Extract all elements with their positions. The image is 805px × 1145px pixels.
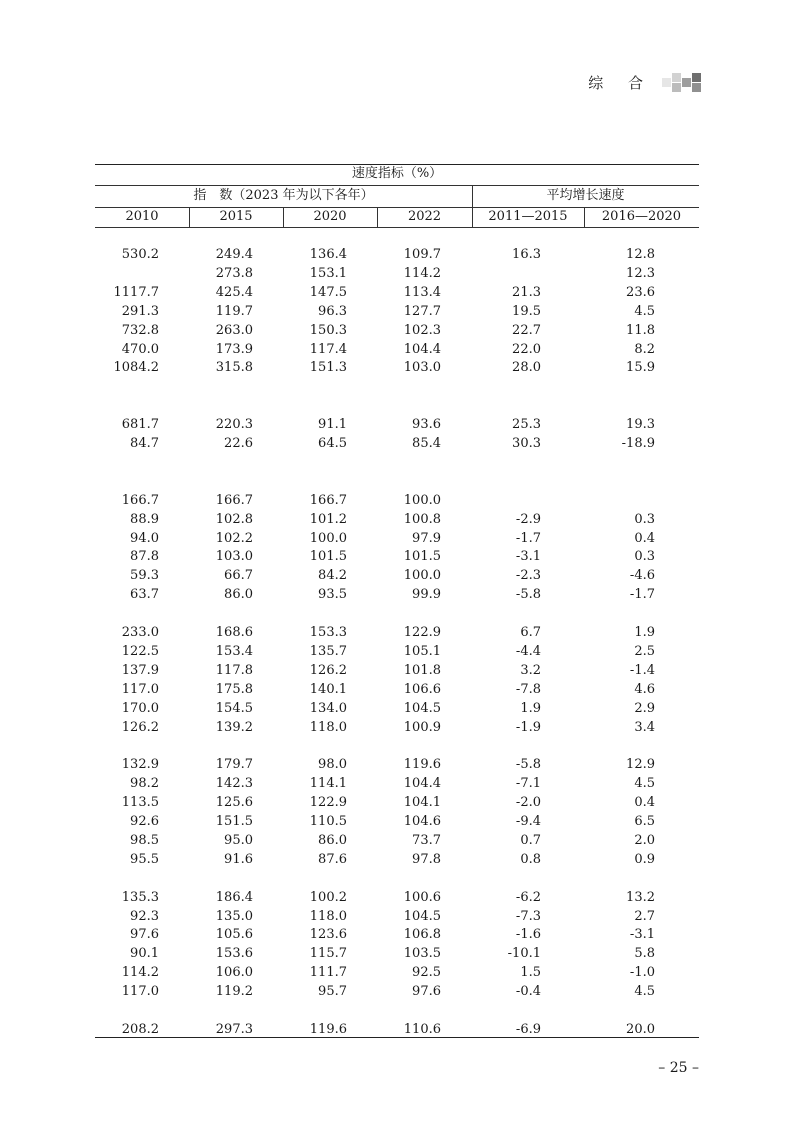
table-cell: 135.0 xyxy=(215,908,253,924)
table-cell: 4.5 xyxy=(634,984,655,1000)
table-cell: 137.9 xyxy=(121,662,159,678)
table-cell: 114.1 xyxy=(309,776,347,792)
table-cell: 86.0 xyxy=(318,832,347,848)
table-cell: -5.8 xyxy=(515,757,541,773)
table-cell: 92.6 xyxy=(130,814,159,829)
table-cell: 1117.7 xyxy=(113,284,159,300)
table-cell: -6.2 xyxy=(515,889,541,905)
table-cell: 166.7 xyxy=(215,492,253,508)
table-cell: 127.7 xyxy=(403,303,441,319)
table-cell: 88.9 xyxy=(130,511,159,527)
table-row xyxy=(95,700,699,718)
table-cell: 117.8 xyxy=(215,662,253,678)
table-cell: 23.6 xyxy=(626,284,655,300)
table-cell: 135.3 xyxy=(121,889,159,905)
table-cell: 117.4 xyxy=(309,341,347,357)
table-cell: 105.6 xyxy=(215,927,253,943)
table-row xyxy=(95,341,699,359)
table-row xyxy=(95,511,699,529)
table-row xyxy=(95,908,699,926)
column-divider xyxy=(584,207,585,227)
table-cell: -4.6 xyxy=(629,568,655,584)
table-cell: 2.9 xyxy=(634,700,655,716)
table-cell: 93.6 xyxy=(412,417,441,433)
table-cell: 98.5 xyxy=(130,832,159,848)
table-cell: 22.0 xyxy=(512,341,541,357)
table-cell: -2.0 xyxy=(515,795,541,811)
table-row xyxy=(95,983,699,1001)
table-cell: 91.1 xyxy=(318,417,347,433)
table-cell: 126.2 xyxy=(309,662,347,678)
table-cell: 113.4 xyxy=(403,284,441,300)
table-cell: -2.3 xyxy=(515,568,541,584)
table-cell: 8.2 xyxy=(634,341,655,357)
table-row xyxy=(95,548,699,566)
table-cell: 135.7 xyxy=(309,643,347,659)
table-cell: 110.6 xyxy=(403,1022,441,1037)
table-cell: 98.0 xyxy=(318,757,347,773)
table-cell: 140.1 xyxy=(309,681,347,697)
table-cell: 102.3 xyxy=(403,322,441,338)
table-cell: 208.2 xyxy=(121,1022,159,1037)
table-cell: 113.5 xyxy=(121,795,159,811)
table-row xyxy=(95,435,699,453)
table-cell: 4.5 xyxy=(634,776,655,792)
table-cell: 11.8 xyxy=(626,322,655,338)
table-cell: -1.4 xyxy=(629,662,655,678)
table-cell: 5.8 xyxy=(634,946,655,962)
column-divider xyxy=(377,207,378,227)
table-row xyxy=(95,719,699,737)
table-cell: 109.7 xyxy=(403,247,441,262)
table-cell: 95.7 xyxy=(318,984,347,1000)
table-cell: 0.8 xyxy=(520,851,541,867)
table-cell: 19.3 xyxy=(626,417,655,433)
col-header-2016-2020: 2016—2020 xyxy=(601,209,682,224)
table-cell: 106.0 xyxy=(215,965,253,981)
table-row xyxy=(95,775,699,793)
table-row xyxy=(95,624,699,642)
table-row xyxy=(95,322,699,340)
table-cell: 297.3 xyxy=(215,1022,253,1037)
table-cell: 15.9 xyxy=(626,360,655,376)
table-cell: 97.6 xyxy=(412,984,441,1000)
table-cell: 13.2 xyxy=(626,889,655,905)
table-cell: 3.2 xyxy=(520,662,541,678)
table-cell: 87.6 xyxy=(318,851,347,867)
table-cell: 106.8 xyxy=(403,927,441,943)
table-row xyxy=(95,359,699,377)
table-row xyxy=(95,926,699,944)
page-number: – 25 – xyxy=(658,1060,699,1076)
table-cell: 1.9 xyxy=(520,700,541,716)
table-cell: 132.9 xyxy=(121,757,159,773)
index-group-label: 指 数（2023 年为以下各年） xyxy=(193,188,374,203)
table-title: 速度指标（%） xyxy=(351,166,443,181)
table-cell: 100.8 xyxy=(403,511,441,527)
table-cell: 0.4 xyxy=(634,530,655,546)
table-cell: 100.6 xyxy=(403,889,441,905)
table-cell: 73.7 xyxy=(412,832,441,848)
table-cell: 30.3 xyxy=(512,436,541,451)
table-row xyxy=(95,492,699,510)
table-cell: 122.9 xyxy=(403,625,441,640)
table-cell: 100.0 xyxy=(403,568,441,584)
table-row xyxy=(95,945,699,963)
table-row xyxy=(95,246,699,264)
table-row xyxy=(95,756,699,774)
table-cell: -7.3 xyxy=(515,908,541,924)
table-cell: -3.1 xyxy=(515,549,541,565)
table-cell: 151.3 xyxy=(309,360,347,376)
table-row xyxy=(95,416,699,434)
table-cell: 425.4 xyxy=(215,284,253,300)
table-cell: 263.0 xyxy=(215,322,253,338)
table-cell: 92.3 xyxy=(130,908,159,924)
table-cell: 119.6 xyxy=(403,757,441,773)
table-cell: 173.9 xyxy=(215,341,253,357)
table-cell: 104.1 xyxy=(403,795,441,811)
table-cell: 94.0 xyxy=(130,530,159,546)
table-cell: -7.1 xyxy=(515,776,541,792)
table-cell: 0.3 xyxy=(634,511,655,527)
table-cell: 166.7 xyxy=(309,492,347,508)
table-cell: 0.3 xyxy=(634,549,655,565)
table-cell: -1.0 xyxy=(629,965,655,981)
table-cell: 153.6 xyxy=(215,946,253,962)
table-row xyxy=(95,851,699,869)
table-cell: 85.4 xyxy=(412,436,441,451)
table-cell: 12.9 xyxy=(626,757,655,773)
table-cell: 97.8 xyxy=(412,851,441,867)
column-divider xyxy=(472,185,473,227)
table-row xyxy=(95,813,699,831)
table-cell: 315.8 xyxy=(215,360,253,376)
table-cell: 97.6 xyxy=(130,927,159,943)
table-cell: 22.7 xyxy=(512,322,541,338)
table-cell: 2.7 xyxy=(634,908,655,924)
table-cell: 87.8 xyxy=(130,549,159,565)
table-cell: 1.5 xyxy=(520,965,541,981)
table-cell: 21.3 xyxy=(512,284,541,300)
table-cell: -7.8 xyxy=(515,681,541,697)
table-row xyxy=(95,964,699,982)
table-cell: 103.5 xyxy=(403,946,441,962)
section-label: 综 合 xyxy=(588,74,653,92)
table-cell: 91.6 xyxy=(224,851,253,867)
table-cell: 103.0 xyxy=(215,549,253,565)
table-cell: 84.2 xyxy=(318,568,347,584)
table-cell: 105.1 xyxy=(403,643,441,659)
table-cell: -4.4 xyxy=(515,643,541,659)
table-cell: 66.7 xyxy=(224,568,253,584)
table-cell: 25.3 xyxy=(512,417,541,433)
column-divider xyxy=(283,207,284,227)
table-cell: 153.3 xyxy=(309,625,347,640)
table-cell: 170.0 xyxy=(121,700,159,716)
table-cell: 119.2 xyxy=(215,984,253,1000)
table-cell: 111.7 xyxy=(309,965,347,981)
table-cell: 0.7 xyxy=(520,832,541,848)
bottom-rule xyxy=(95,1037,699,1038)
table-cell: 64.5 xyxy=(318,436,347,451)
table-cell: 110.5 xyxy=(309,814,347,829)
table-cell: 2.0 xyxy=(634,832,655,848)
table-cell: -0.4 xyxy=(515,984,541,1000)
table-cell: 100.0 xyxy=(309,530,347,546)
col-header-2020: 2020 xyxy=(313,209,347,224)
table-cell: 90.1 xyxy=(130,946,159,962)
table-cell: 16.3 xyxy=(512,247,541,262)
table-cell: 118.0 xyxy=(309,719,347,735)
table-cell: 104.5 xyxy=(403,700,441,716)
table-cell: -6.9 xyxy=(515,1022,541,1037)
table-cell: 63.7 xyxy=(130,587,159,603)
table-cell: 179.7 xyxy=(215,757,253,773)
table-cell: 153.1 xyxy=(309,265,347,281)
table-cell: 99.9 xyxy=(412,587,441,603)
table-cell: -18.9 xyxy=(621,436,655,451)
table-cell: -5.8 xyxy=(515,587,541,603)
table-cell: 136.4 xyxy=(309,247,347,262)
table-cell: 134.0 xyxy=(309,700,347,716)
table-cell: -2.9 xyxy=(515,511,541,527)
table-cell: 84.7 xyxy=(130,436,159,451)
table-cell: 0.9 xyxy=(634,851,655,867)
table-cell: 147.5 xyxy=(309,284,347,300)
table-cell: 220.3 xyxy=(215,417,253,433)
table-cell: 114.2 xyxy=(403,265,441,281)
table-cell: 101.5 xyxy=(309,549,347,565)
header-bottom-rule xyxy=(95,227,699,228)
table-cell: 101.5 xyxy=(403,549,441,565)
table-cell: 102.8 xyxy=(215,511,253,527)
table-cell: -3.1 xyxy=(629,927,655,943)
table-cell: 3.4 xyxy=(634,719,655,735)
table-row xyxy=(95,681,699,699)
table-row xyxy=(95,303,699,321)
table-cell: 104.5 xyxy=(403,908,441,924)
table-cell: 168.6 xyxy=(215,625,253,640)
table-cell: -1.6 xyxy=(515,927,541,943)
table-cell: 2.5 xyxy=(634,643,655,659)
table-cell: 175.8 xyxy=(215,681,253,697)
table-cell: 20.0 xyxy=(626,1022,655,1037)
table-cell: 95.5 xyxy=(130,851,159,867)
table-cell: -1.7 xyxy=(515,530,541,546)
table-cell: 28.0 xyxy=(512,360,541,376)
table-cell xyxy=(95,265,159,283)
table-cell: 151.5 xyxy=(215,814,253,829)
table-cell: 115.7 xyxy=(309,946,347,962)
table-cell: 19.5 xyxy=(512,303,541,319)
table-cell: 530.2 xyxy=(121,247,159,262)
table-cell: 291.3 xyxy=(121,303,159,319)
table-cell: 104.4 xyxy=(403,776,441,792)
table-cell: -10.1 xyxy=(507,946,541,962)
table-cell: 96.3 xyxy=(318,303,347,319)
table-cell: 122.9 xyxy=(309,795,347,811)
table-row xyxy=(95,265,699,283)
table-cell: 139.2 xyxy=(215,719,253,735)
table-cell: 1.9 xyxy=(634,625,655,640)
table-cell: 153.4 xyxy=(215,643,253,659)
table-cell: 142.3 xyxy=(215,776,253,792)
table-cell: 122.5 xyxy=(121,643,159,659)
table-cell: 123.6 xyxy=(309,927,347,943)
table-cell: 104.4 xyxy=(403,341,441,357)
table-row xyxy=(95,530,699,548)
table-cell: 6.5 xyxy=(634,814,655,829)
table-cell: 86.0 xyxy=(224,587,253,603)
table-cell: 12.3 xyxy=(626,265,655,281)
table-cell: 102.2 xyxy=(215,530,253,546)
table-cell: -9.4 xyxy=(515,814,541,829)
table-cell: 4.6 xyxy=(634,681,655,697)
table-cell: 117.0 xyxy=(121,681,159,697)
table-cell: 0.4 xyxy=(634,795,655,811)
column-divider xyxy=(189,207,190,227)
table-row xyxy=(95,889,699,907)
table-cell: 104.6 xyxy=(403,814,441,829)
table-cell: 732.8 xyxy=(121,322,159,338)
col-header-2015: 2015 xyxy=(219,209,253,224)
table-cell: -1.9 xyxy=(515,719,541,735)
table-cell xyxy=(475,492,541,510)
growth-group-label: 平均增长速度 xyxy=(546,188,625,203)
table-cell: 103.0 xyxy=(403,360,441,376)
table-cell: 101.8 xyxy=(403,662,441,678)
col-header-2011-2015: 2011—2015 xyxy=(488,209,568,224)
table-row xyxy=(95,586,699,604)
table-cell: 119.7 xyxy=(215,303,253,319)
table-cell: 233.0 xyxy=(121,625,159,640)
table-cell: 119.6 xyxy=(309,1022,347,1037)
table-cell: 100.2 xyxy=(309,889,347,905)
table-cell: 22.6 xyxy=(224,436,253,451)
table-cell: 186.4 xyxy=(215,889,253,905)
col-header-2010: 2010 xyxy=(125,209,159,224)
table-cell: 150.3 xyxy=(309,322,347,338)
table-cell: 12.8 xyxy=(626,247,655,262)
table-cell: 59.3 xyxy=(130,568,159,584)
table-cell: 249.4 xyxy=(215,247,253,262)
table-cell: 273.8 xyxy=(215,265,253,281)
table-cell: 101.2 xyxy=(309,511,347,527)
table-cell: 4.5 xyxy=(634,303,655,319)
table-cell: 126.2 xyxy=(121,719,159,735)
col-header-2022: 2022 xyxy=(407,209,442,224)
table-cell: 92.5 xyxy=(412,965,441,981)
table-cell: 117.0 xyxy=(121,984,159,1000)
table-cell: 166.7 xyxy=(121,492,159,508)
table-cell: 98.2 xyxy=(130,776,159,792)
table-cell: 100.0 xyxy=(403,492,441,508)
table-cell: 6.7 xyxy=(520,625,541,640)
table-cell: 125.6 xyxy=(215,795,253,811)
table-cell: 106.6 xyxy=(403,681,441,697)
table-cell: 95.0 xyxy=(224,832,253,848)
table-cell: 1084.2 xyxy=(113,360,159,376)
table-cell: -1.7 xyxy=(629,587,655,603)
table-row xyxy=(95,794,699,812)
table-cell: 681.7 xyxy=(121,417,159,433)
title-rule xyxy=(95,185,699,186)
table-row xyxy=(95,662,699,680)
table-row xyxy=(95,284,699,302)
table-cell: 97.9 xyxy=(412,530,441,546)
table-cell: 100.9 xyxy=(403,719,441,735)
table-cell: 93.5 xyxy=(318,587,347,603)
table-row xyxy=(95,643,699,661)
table-cell xyxy=(475,265,541,283)
table-cell: 114.2 xyxy=(121,965,159,981)
table-row xyxy=(95,567,699,585)
table-row xyxy=(95,832,699,850)
table-cell: 118.0 xyxy=(309,908,347,924)
decorative-squares-icon xyxy=(662,73,702,93)
table-cell xyxy=(591,492,655,510)
table-cell: 470.0 xyxy=(121,341,159,357)
table-cell: 154.5 xyxy=(215,700,253,716)
